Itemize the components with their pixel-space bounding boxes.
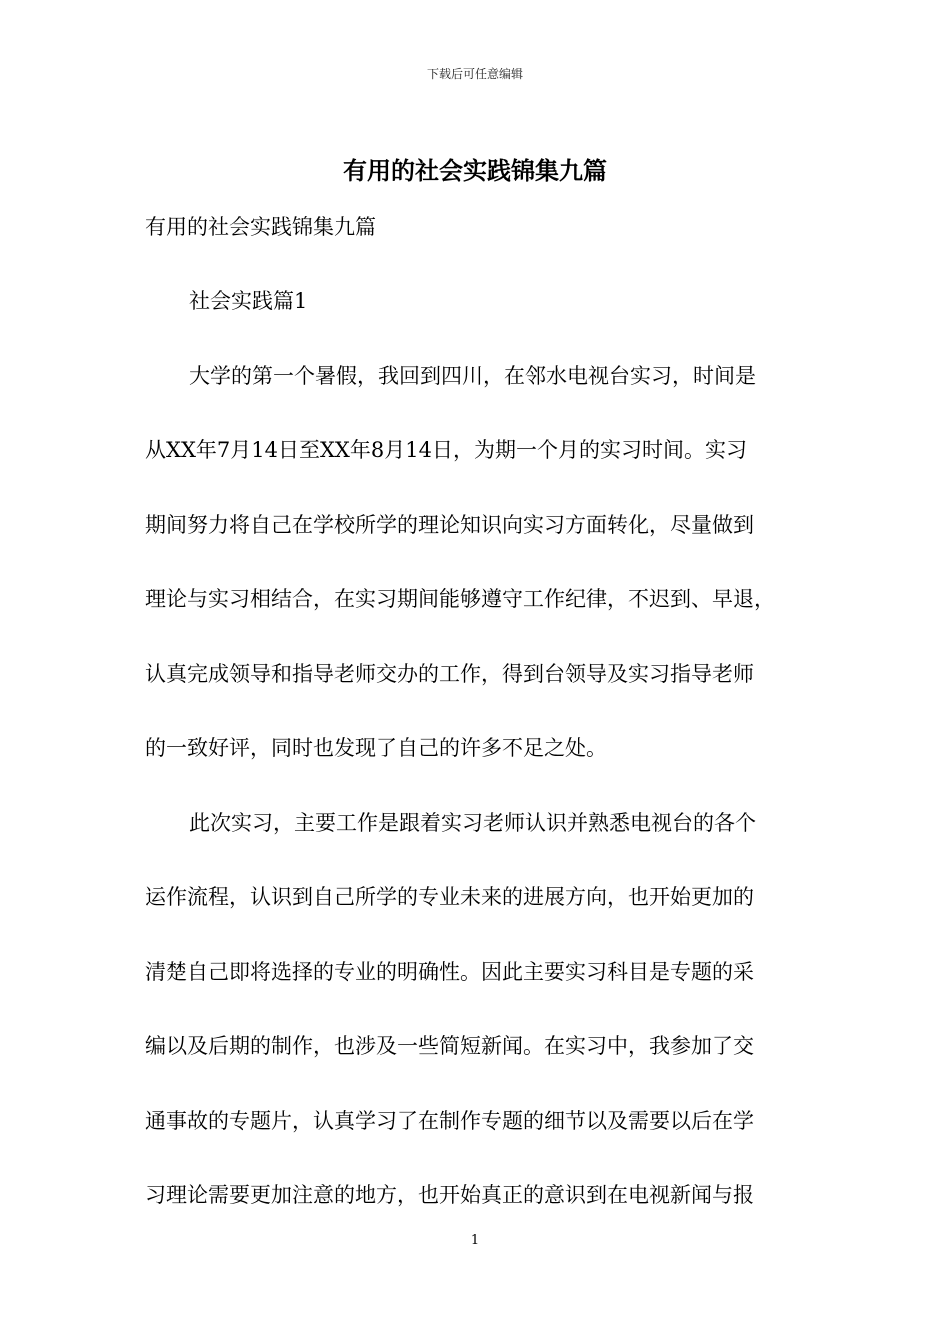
page-number: 1	[470, 1233, 480, 1248]
document-title: 有用的社会实践锦集九篇	[343, 156, 607, 185]
paragraph-2-line-1: 此次实习，主要工作是跟着实习老师认识并熟悉电视台的各个	[189, 811, 756, 835]
paragraph-2-line-3: 清楚自己即将选择的专业的明确性。因此主要实习科目是专题的采	[145, 960, 754, 984]
paragraph-1-line-1: 大学的第一个暑假，我回到四川，在邻水电视台实习，时间是	[189, 364, 756, 388]
header-note: 下载后可任意编辑	[426, 67, 523, 81]
paragraph-2-line-4: 编以及后期的制作，也涉及一些简短新闻。在实习中，我参加了交	[145, 1034, 754, 1058]
document-subtitle: 有用的社会实践锦集九篇	[145, 215, 376, 239]
paragraph-2-line-5: 通事故的专题片，认真学习了在制作专题的细节以及需要以后在学	[145, 1109, 754, 1133]
paragraph-1-line-6: 的一致好评，同时也发现了自己的许多不足之处。	[145, 736, 607, 760]
paragraph-1-line-3: 期间努力将自己在学校所学的理论知识向实习方面转化，尽量做到	[145, 513, 754, 537]
paragraph-2-line-6: 习理论需要更加注意的地方，也开始真正的意识到在电视新闻与报	[145, 1183, 754, 1207]
paragraph-1-line-4: 理论与实习相结合，在实习期间能够遵守工作纪律，不迟到、早退，	[145, 587, 775, 611]
paragraph-1-line-2: 从XX年7月14日至XX年8月14日，为期一个月的实习时间。实习	[145, 438, 747, 462]
paragraph-1-line-5: 认真完成领导和指导老师交办的工作，得到台领导及实习指导老师	[145, 662, 754, 686]
paragraph-2-line-2: 运作流程，认识到自己所学的专业未来的进展方向，也开始更加的	[145, 885, 754, 909]
section-heading: 社会实践篇1	[189, 289, 308, 313]
